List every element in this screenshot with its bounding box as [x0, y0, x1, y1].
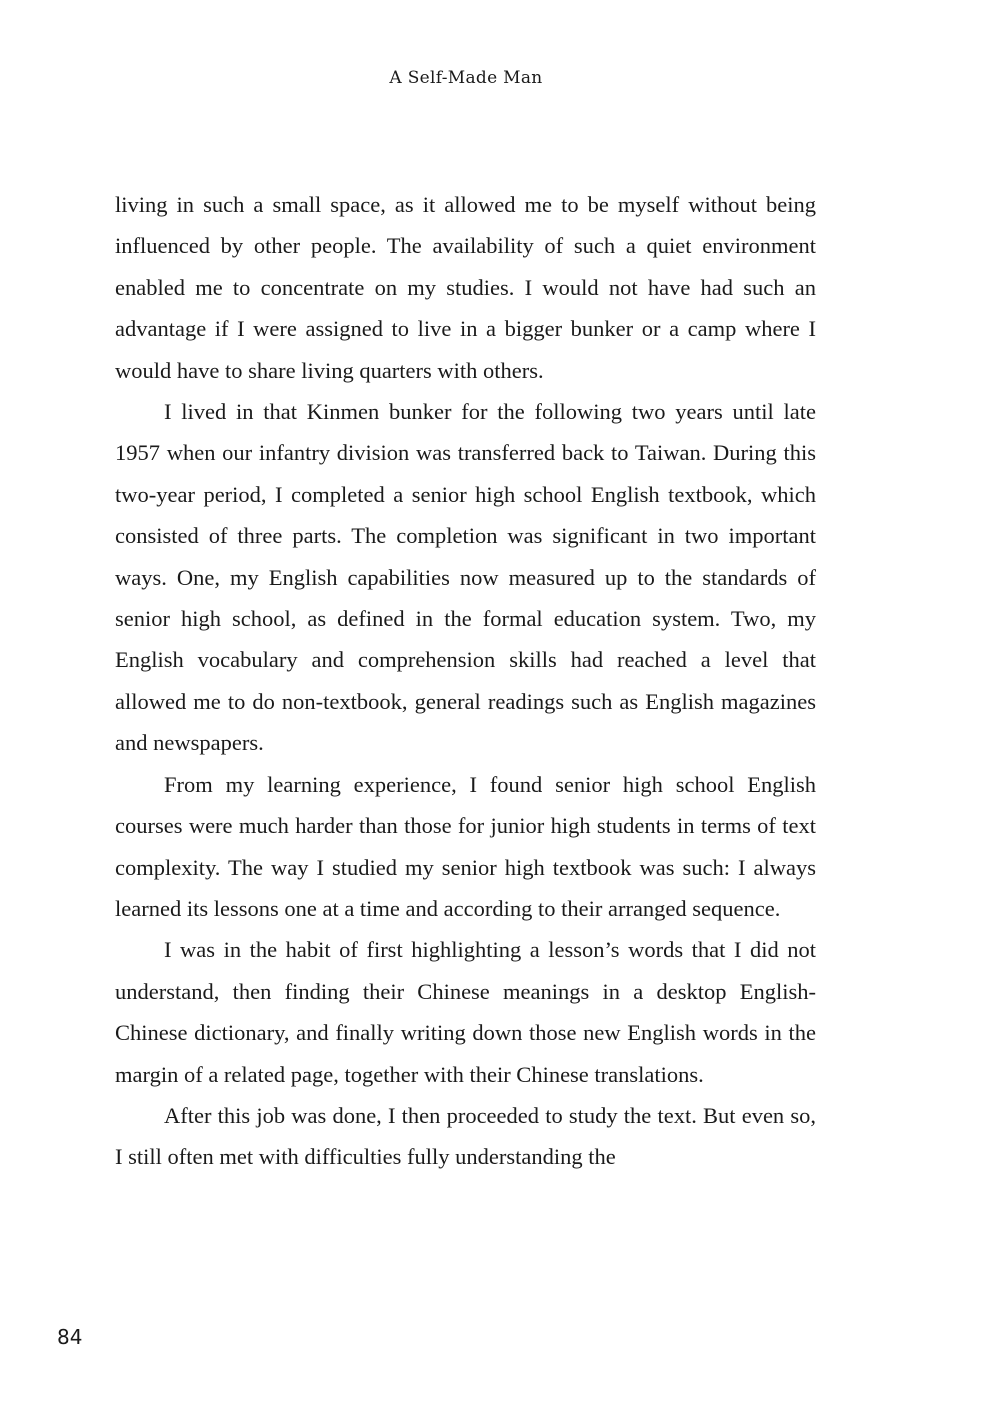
paragraph-continued: living in such a small space, as it allowed me to be myself without being influenced by other people. The availability of such a quiet environment enabled me to concentrate on my studies. I would not have had such an advantage if I were assigned to live in a bigger bunker or a camp where I would have to share living quarters with others.: [115, 192, 816, 383]
body-text: [115, 184, 816, 1178]
paragraph: From my learning experience, I found senior high school English courses were much harder than those for junior high students in terms of text complexity. The way I studied my senior high textbook was such: I always learned its lessons one at a time and according to their arranged sequence.: [115, 771, 816, 921]
paragraph: I was in the habit of first highlighting a lesson’s words that I did not understand, then finding their Chinese meanings in a desktop English-Chinese dictionary, and finally writing down those new English words in the margin of a related page, together with their Chinese translations.: [115, 937, 816, 1087]
paragraph-last: After this job was done, I then proceeded to study the text. But even so, I still often met with difficulties fully understanding the: [115, 1102, 816, 1170]
page-number: 84: [57, 1325, 83, 1349]
running-title: A Self-Made Man: [389, 68, 543, 88]
paragraph: I lived in that Kinmen bunker for the following two years until late 1957 when our infantry division was transferred back to Taiwan. During this two-year period, I completed a senior high school English textbook, which consisted of three parts. The completion was significant in two important ways. One, my English capabilities now measured up to the standards of senior high school, as defined in the formal education system. Two, my English vocabulary and comprehension skills had reached a level that allowed me to do non-textbook, general readings such as English magazines and newspapers.: [115, 399, 816, 756]
